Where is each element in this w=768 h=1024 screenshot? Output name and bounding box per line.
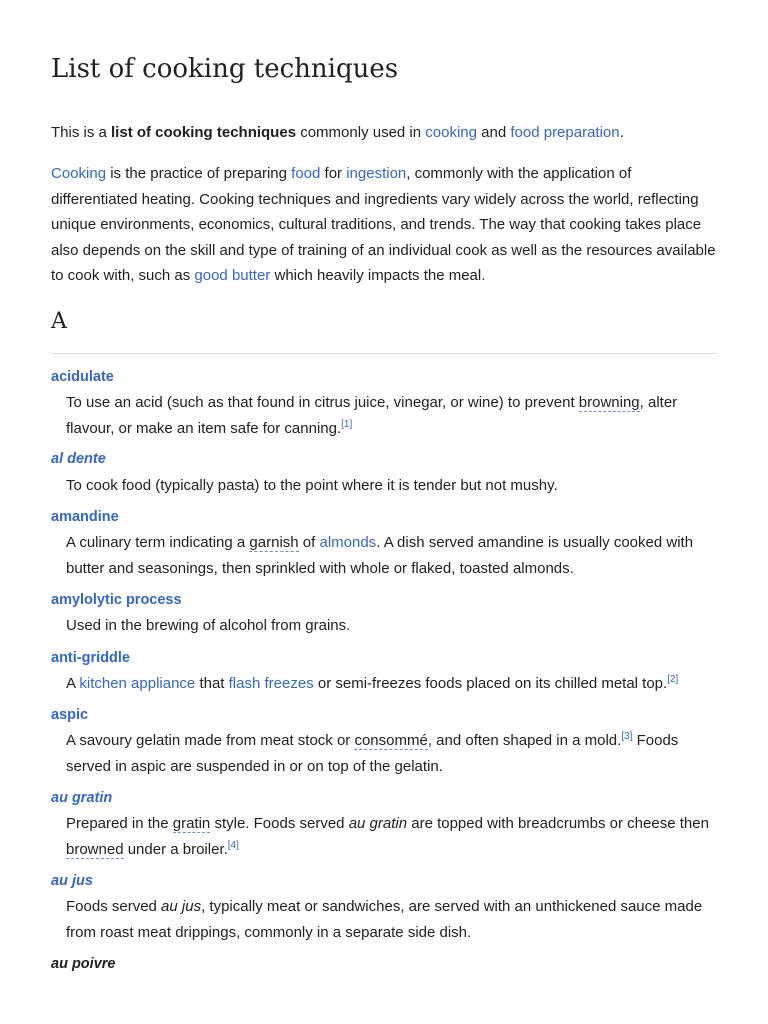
def-text: . A dish served amandine is usually cooked with butter and seasonings, then sprinkled with whole or flaked, toasted almonds.	[66, 534, 694, 577]
intro-paragraph	[51, 161, 718, 289]
link-kitchen-appliance[interactable]: kitchen appliance	[79, 675, 196, 692]
lead-paragraph	[51, 120, 718, 146]
lead-text: This is a	[51, 124, 112, 141]
link-almonds[interactable]: almonds	[319, 534, 377, 551]
reference-4[interactable]: [4]	[227, 839, 239, 851]
term-au-poivre: au poivre	[51, 956, 116, 972]
link-gratin[interactable]: gratin	[172, 815, 211, 832]
intro-text: is the practice of preparing	[106, 165, 292, 182]
link-food-preparation[interactable]: food preparation	[510, 124, 620, 141]
def-text: of	[298, 534, 320, 551]
lead-text: commonly used in	[296, 124, 426, 141]
term-amylolytic-process[interactable]: amylolytic process	[51, 592, 182, 608]
def-text: Foods served	[66, 898, 162, 915]
link-browning[interactable]: browning	[578, 394, 640, 411]
def-text: that	[195, 675, 229, 692]
reference-2[interactable]: [2]	[667, 674, 679, 685]
lead-text: .	[619, 124, 624, 141]
def-text: Prepared in the	[66, 815, 173, 832]
def-text: A culinary term indicating a	[66, 534, 250, 551]
definition-amylolytic-process: Used in the brewing of alcohol from grains.	[66, 617, 351, 634]
def-italic: au jus	[161, 898, 202, 915]
lead-text: and	[476, 124, 511, 141]
link-consomme[interactable]: consommé	[354, 732, 428, 749]
term-aspic[interactable]: aspic	[51, 707, 89, 723]
definition-aspic	[66, 728, 716, 779]
section-heading-a: A	[51, 309, 67, 334]
page-title: List of cooking techniques	[51, 54, 399, 84]
def-text: under a broiler.	[123, 840, 228, 858]
link-flash-freezes[interactable]: flash freezes	[228, 675, 314, 692]
term-anti-griddle[interactable]: anti-griddle	[51, 650, 130, 666]
def-text: , alter flavour, or make an item safe for canning.	[66, 394, 678, 437]
def-text: , typically meat or sandwiches, are served with an unthickened sauce made from roast meat drippings, commonly in a separate side dish.	[66, 898, 703, 941]
def-text: or semi-freezes foods placed on its chilled metal top.	[313, 675, 668, 692]
link-cooking[interactable]: cooking	[425, 124, 477, 141]
term-al-dente[interactable]: al dente	[51, 451, 106, 467]
reference-1[interactable]: [1]	[341, 418, 353, 430]
definition-amandine	[66, 530, 716, 581]
reference-3[interactable]: [3]	[621, 731, 633, 742]
def-text: are topped with breadcrumbs or cheese then	[407, 815, 709, 832]
term-au-gratin[interactable]: au gratin	[51, 790, 113, 806]
def-text: style. Foods served	[210, 815, 349, 832]
lead-bold: list of cooking techniques	[111, 124, 297, 141]
definition-au-gratin	[66, 811, 716, 862]
link-browned[interactable]: browned	[66, 840, 124, 858]
term-acidulate[interactable]: acidulate	[51, 369, 114, 385]
section-divider	[51, 353, 718, 354]
def-text: A	[66, 675, 80, 692]
def-text: To use an acid (such as that found in citrus juice, vinegar, or wine) to prevent	[66, 394, 579, 411]
definition-al-dente: To cook food (typically pasta) to the point where it is tender but not mushy.	[66, 477, 558, 494]
link-food[interactable]: food	[291, 165, 321, 182]
link-good-butter[interactable]: good butter	[194, 267, 271, 284]
def-text: Foods served in aspic are suspended in or on top of the gelatin.	[66, 732, 679, 775]
link-garnish[interactable]: garnish	[249, 534, 299, 551]
term-au-jus[interactable]: au jus	[51, 873, 93, 889]
link-cooking-intro[interactable]: Cooking	[51, 165, 107, 182]
def-text: , and often shaped in a mold.	[427, 732, 622, 749]
def-italic: au gratin	[348, 815, 408, 832]
definition-anti-griddle	[66, 671, 716, 697]
intro-text: for	[320, 165, 347, 182]
link-ingestion[interactable]: ingestion	[346, 165, 407, 182]
intro-text: , commonly with the application of differentiated heating. Cooking techniques and ingredients vary widely across the world, reflecting unique environments, economics, cultural traditions, and trends. The way that cooking takes place also depends on the skill and type of training of an individual cook as well as the resources available to cook with, such as	[51, 165, 716, 284]
definition-acidulate	[66, 390, 716, 441]
def-text: A savoury gelatin made from meat stock or	[66, 732, 355, 749]
term-amandine[interactable]: amandine	[51, 509, 119, 525]
intro-text: which heavily impacts the meal.	[270, 267, 486, 284]
definition-au-jus	[66, 894, 716, 945]
